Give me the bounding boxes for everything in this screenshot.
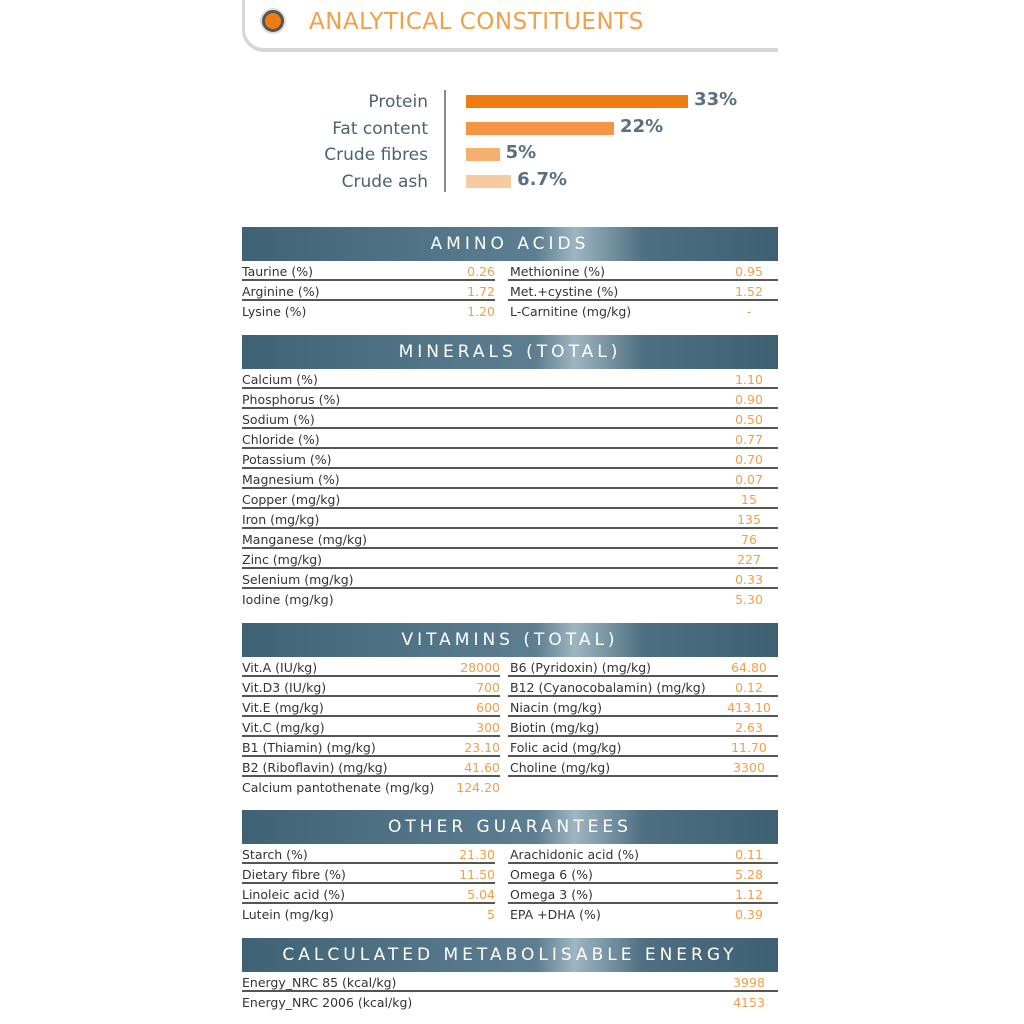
row-label: B1 (Thiamin) (mg/kg)	[242, 740, 376, 755]
row-value: 300	[476, 720, 500, 735]
row-label: Phosphorus (%)	[242, 392, 341, 407]
row-value: 0.77	[735, 432, 763, 447]
row-label: Taurine (%)	[242, 264, 313, 279]
row-value: 28000	[460, 660, 500, 675]
table-row	[242, 777, 778, 797]
row-value: 0.50	[735, 412, 763, 427]
bar	[466, 148, 500, 161]
section-minerals-total	[242, 335, 778, 609]
row-value: 5.28	[735, 867, 763, 882]
section-calculated-metabolisable-energy	[242, 938, 778, 1012]
row-label: Energy_NRC 2006 (kcal/kg)	[242, 995, 413, 1010]
row-value: 0.11	[735, 847, 763, 862]
table-row	[242, 569, 778, 589]
bar-value: 33%	[694, 89, 738, 110]
row-label: B12 (Cyanocobalamin) (mg/kg)	[510, 680, 706, 695]
bullet-circle-icon	[262, 10, 284, 32]
row-label: Calcium (%)	[242, 372, 318, 387]
row-label: Arachidonic acid (%)	[510, 847, 639, 862]
section-header: MINERALS (TOTAL)	[242, 335, 778, 369]
table-row	[242, 369, 778, 389]
table-row	[242, 589, 778, 609]
row-label: Arginine (%)	[242, 284, 320, 299]
chart-axis-divider	[444, 90, 446, 192]
row-value: 11.70	[731, 740, 767, 755]
section-vitamins-total	[242, 623, 778, 797]
bar-value: 5%	[505, 142, 537, 163]
row-label: Omega 3 (%)	[510, 887, 593, 902]
row-label: Energy_NRC 85 (kcal/kg)	[242, 975, 397, 990]
row-value: 64.80	[731, 660, 767, 675]
row-label: B6 (Pyridoxin) (mg/kg)	[510, 660, 652, 675]
table-row	[242, 489, 778, 509]
row-label: Starch (%)	[242, 847, 308, 862]
row-label: Folic acid (mg/kg)	[510, 740, 622, 755]
table-row	[242, 757, 778, 777]
row-value: 413.10	[727, 700, 771, 715]
row-label: Vit.C (mg/kg)	[242, 720, 325, 735]
row-label: Met.+cystine (%)	[510, 284, 619, 299]
row-label: Selenium (mg/kg)	[242, 572, 354, 587]
row-label: EPA +DHA (%)	[510, 907, 601, 922]
table-row	[242, 429, 778, 449]
row-label: Linoleic acid (%)	[242, 887, 346, 902]
table-row	[242, 389, 778, 409]
section-other-guarantees	[242, 810, 778, 924]
row-value: 1.12	[735, 887, 763, 902]
row-value: 0.07	[735, 472, 763, 487]
row-value: 135	[737, 512, 761, 527]
row-value: 2.63	[735, 720, 763, 735]
row-label: Vit.D3 (IU/kg)	[242, 680, 327, 695]
table-row	[242, 469, 778, 489]
section-amino-acids	[242, 227, 778, 321]
row-value: 700	[476, 680, 500, 695]
row-value: 11.50	[459, 867, 495, 882]
table-row	[242, 677, 778, 697]
row-value: 0.70	[735, 452, 763, 467]
table-row	[242, 281, 778, 301]
row-label: Choline (mg/kg)	[510, 760, 611, 775]
section-header: CALCULATED METABOLISABLE ENERGY	[242, 938, 778, 972]
table-row	[242, 697, 778, 717]
row-value: 3300	[733, 760, 765, 775]
row-label: Biotin (mg/kg)	[510, 720, 600, 735]
row-label: Iodine (mg/kg)	[242, 592, 334, 607]
row-label: Chloride (%)	[242, 432, 320, 447]
row-label: Calcium pantothenate (mg/kg)	[242, 780, 435, 795]
table-row	[242, 717, 778, 737]
row-label: Lysine (%)	[242, 304, 307, 319]
row-label: Copper (mg/kg)	[242, 492, 341, 507]
row-label: Magnesium (%)	[242, 472, 340, 487]
row-label: Vit.A (IU/kg)	[242, 660, 318, 675]
bar	[466, 175, 511, 188]
section-header: VITAMINS (TOTAL)	[242, 623, 778, 657]
row-value: 0.90	[735, 392, 763, 407]
row-value: 600	[476, 700, 500, 715]
section-header: AMINO ACIDS	[242, 227, 778, 261]
row-value: 23.10	[464, 740, 500, 755]
row-label: Lutein (mg/kg)	[242, 907, 334, 922]
row-label: Omega 6 (%)	[510, 867, 593, 882]
table-row	[242, 261, 778, 281]
row-value: 15	[741, 492, 757, 507]
table-row	[242, 864, 778, 884]
section-header: OTHER GUARANTEES	[242, 810, 778, 844]
bar-label: Fat content	[332, 119, 428, 139]
row-label: L-Carnitine (mg/kg)	[510, 304, 632, 319]
row-label: Iron (mg/kg)	[242, 512, 320, 527]
table-row	[242, 449, 778, 469]
row-label: Dietary fibre (%)	[242, 867, 346, 882]
row-value: 1.20	[467, 304, 495, 319]
row-value: 0.95	[735, 264, 763, 279]
row-label: Sodium (%)	[242, 412, 315, 427]
table-row	[242, 972, 778, 992]
bar-value: 22%	[620, 116, 664, 137]
table-row	[242, 509, 778, 529]
table-row	[242, 549, 778, 569]
row-value: 4153	[733, 995, 765, 1010]
page-title: ANALYTICAL CONSTITUENTS	[309, 9, 644, 35]
table-row	[242, 992, 778, 1012]
bar-label: Crude ash	[341, 172, 428, 192]
row-value: 1.52	[735, 284, 763, 299]
bar-label: Protein	[368, 92, 428, 112]
row-value: 76	[741, 532, 757, 547]
table-row	[242, 657, 778, 677]
row-value: 227	[737, 552, 761, 567]
table-row	[242, 904, 778, 924]
row-value: 0.12	[735, 680, 763, 695]
row-value: 124.20	[456, 780, 500, 795]
row-value: 1.10	[735, 372, 763, 387]
row-value: 21.30	[459, 847, 495, 862]
row-value: 41.60	[464, 760, 500, 775]
row-label: B2 (Riboflavin) (mg/kg)	[242, 760, 388, 775]
row-value: 0.39	[735, 907, 763, 922]
row-value: 5.04	[467, 887, 495, 902]
row-label: Vit.E (mg/kg)	[242, 700, 324, 715]
table-row	[242, 844, 778, 864]
row-value: 5	[487, 907, 495, 922]
row-value: 0.26	[467, 264, 495, 279]
row-value: 0.33	[735, 572, 763, 587]
table-row	[242, 737, 778, 757]
row-label: Methionine (%)	[510, 264, 606, 279]
bar	[466, 122, 614, 135]
bar-label: Crude fibres	[324, 145, 428, 165]
row-value: 1.72	[467, 284, 495, 299]
bar-value: 6.7%	[517, 169, 567, 190]
row-value: -	[746, 304, 752, 319]
row-value: 5.30	[735, 592, 763, 607]
row-label: Niacin (mg/kg)	[510, 700, 602, 715]
table-row	[242, 301, 778, 321]
table-row	[242, 884, 778, 904]
row-label: Zinc (mg/kg)	[242, 552, 323, 567]
bar	[466, 95, 688, 108]
table-row	[242, 529, 778, 549]
table-row	[242, 409, 778, 429]
row-value: 3998	[733, 975, 765, 990]
row-label: Manganese (mg/kg)	[242, 532, 367, 547]
row-label: Potassium (%)	[242, 452, 332, 467]
